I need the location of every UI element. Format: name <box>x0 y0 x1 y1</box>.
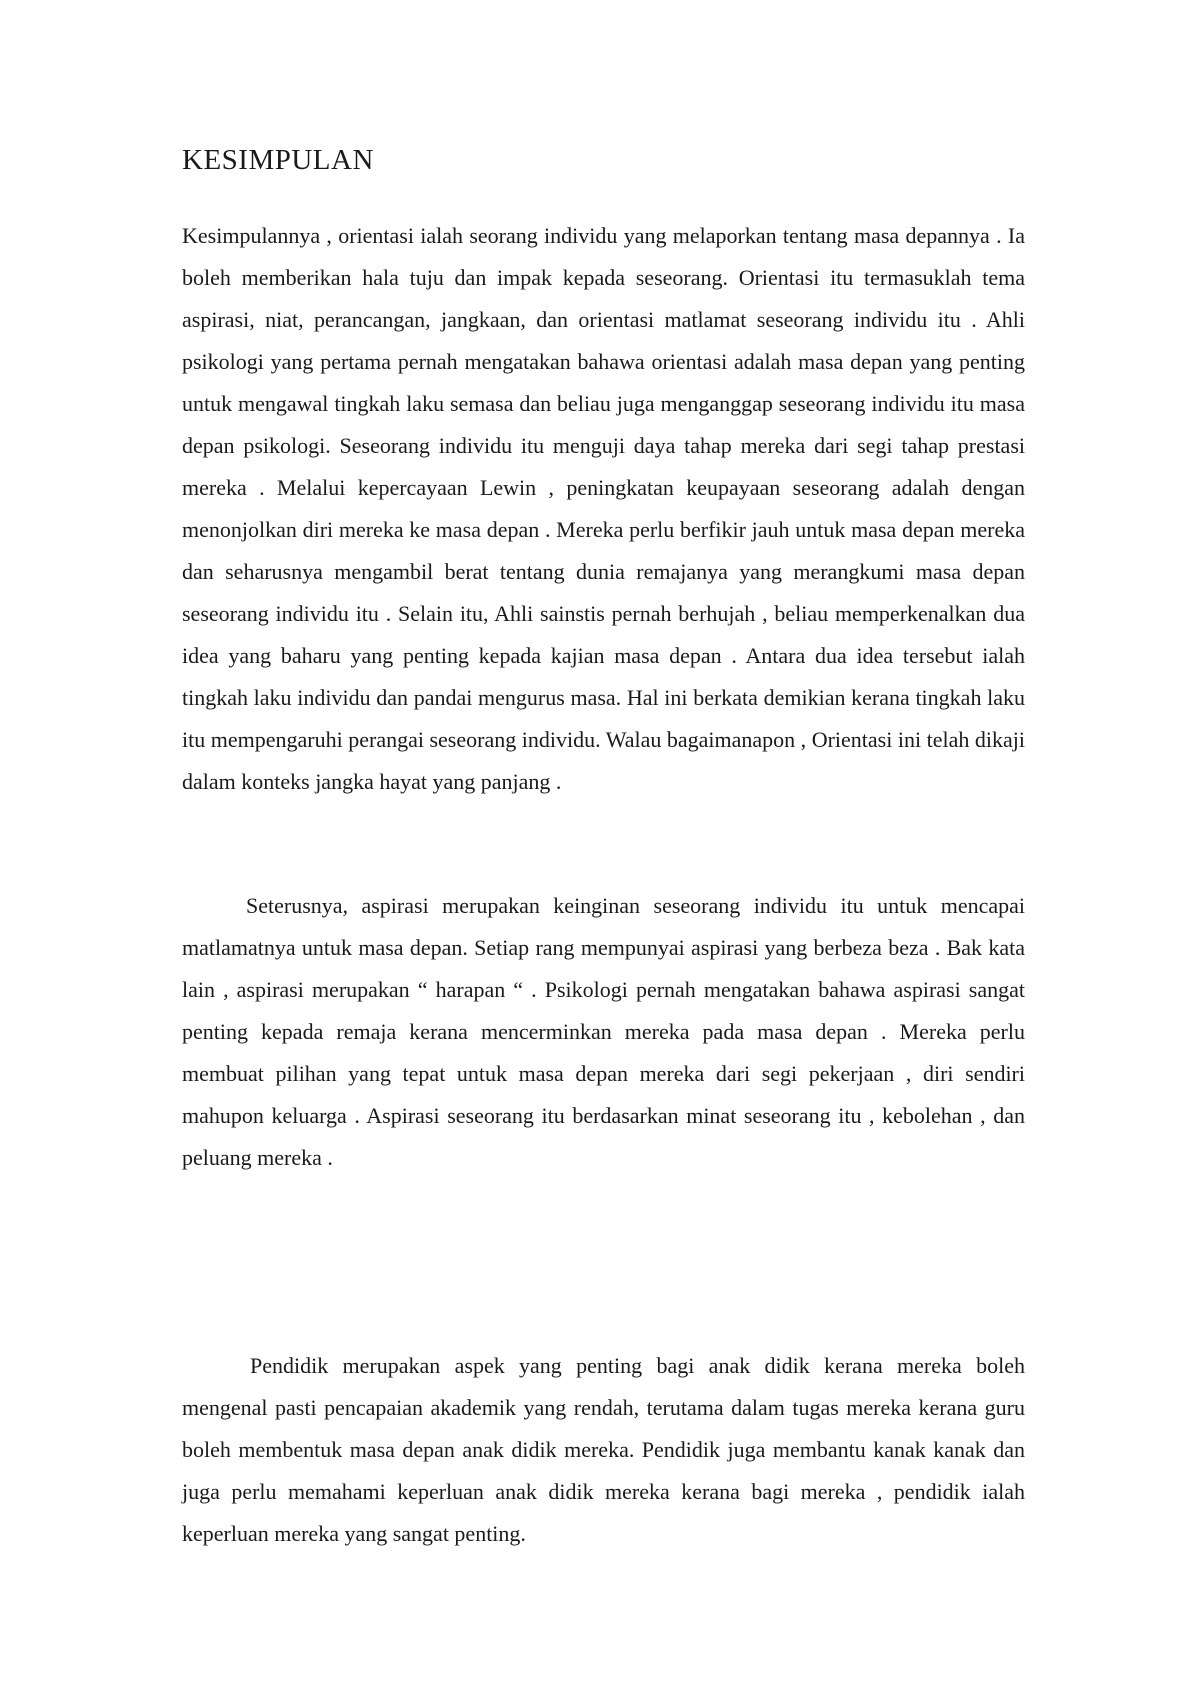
paragraph-3: Pendidik merupakan aspek yang penting bagi anak didik kerana mereka boleh mengenal pasti pencapaian akademik yang rendah, terutama dalam tugas mereka kerana guru boleh membentuk masa depan anak didik mereka. Pendidik juga membantu kanak kanak dan juga perlu memahami keperluan anak didik mereka kerana bagi mereka , pendidik ialah keperluan mereka yang sangat penting. <box>182 1353 1025 1546</box>
paragraph-1: Kesimpulannya , orientasi ialah seorang individu yang melaporkan tentang masa depannya . Ia boleh memberikan hala tuju dan impak kepada seseorang. Orientasi itu termasuklah tema aspirasi, niat, perancangan, jangkaan, dan orientasi matlamat seseorang individu itu . Ahli psikologi yang pertama pernah mengatakan bahawa orientasi adalah masa depan yang penting untuk mengawal tingkah laku semasa dan beliau juga menganggap seseorang individu itu masa depan psikologi. Seseorang individu itu menguji daya tahap mereka dari segi tahap prestasi mereka . Melalui kepercayaan Lewin , peningkatan keupayaan seseorang adalah dengan menonjolkan diri mereka ke masa depan . Mereka perlu berfikir jauh untuk masa depan mereka dan seharusnya mengambil berat tentang dunia remajanya yang merangkumi masa depan seseorang individu itu . Selain itu, Ahli sainstis pernah berhujah , beliau memperkenalkan dua idea yang baharu yang penting kepada kajian masa depan . Antara dua idea tersebut ialah tingkah laku individu dan pandai mengurus masa. Hal ini berkata demikian kerana tingkah laku itu mempengaruhi perangai seseorang individu. Walau bagaimanapon , Orientasi ini telah dikaji dalam konteks jangka hayat yang panjang . <box>182 223 1025 794</box>
document-heading: KESIMPULAN <box>182 144 374 176</box>
paragraph-2: Seterusnya, aspirasi merupakan keinginan seseorang individu itu untuk mencapai matlamatnya untuk masa depan. Setiap rang mempunyai aspirasi yang berbeza beza . Bak kata lain , aspirasi merupakan “ harapan “ . Psikologi pernah mengatakan bahawa aspirasi sangat penting kepada remaja kerana mencerminkan mereka pada masa depan . Mereka perlu membuat pilihan yang tepat untuk masa depan mereka dari segi pekerjaan , diri sendiri mahupon keluarga . Aspirasi seseorang itu berdasarkan minat seseorang itu , kebolehan , dan peluang mereka . <box>182 893 1025 1170</box>
